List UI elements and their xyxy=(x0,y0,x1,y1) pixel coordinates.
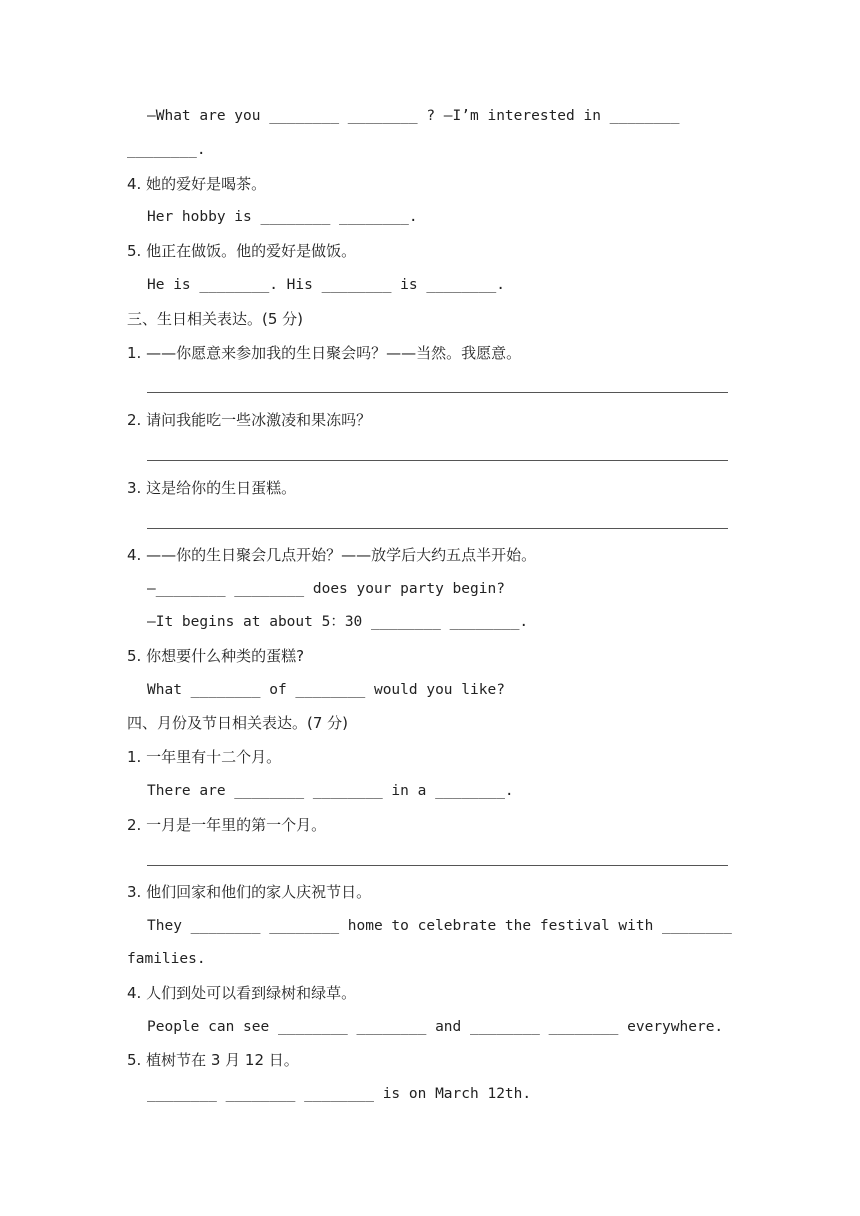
question-line: —What are you ________ ________ ? —I’m interested in ________ xyxy=(147,108,680,124)
question-prompt: 5. 植树节在 3 月 12 日。 xyxy=(127,1051,299,1069)
answer-line xyxy=(147,460,728,461)
answer-line xyxy=(147,392,728,393)
question-prompt: 1. ——你愿意来参加我的生日聚会吗？——当然。我愿意。 xyxy=(127,344,522,362)
question-prompt: 3. 这是给你的生日蛋糕。 xyxy=(127,479,297,497)
section-heading: 四、月份及节日相关表达。(7 分) xyxy=(127,714,349,732)
question-line: families. xyxy=(127,951,206,967)
question-prompt: 2. 请问我能吃一些冰激凌和果冻吗？ xyxy=(127,411,372,429)
question-prompt: 5. 他正在做饭。他的爱好是做饭。 xyxy=(127,242,357,260)
question-line: They ________ ________ home to celebrate the festival with ________ xyxy=(147,918,732,934)
question-prompt: 4. ——你的生日聚会几点开始？——放学后大约五点半开始。 xyxy=(127,546,537,564)
question-line: —It begins at about 5：30 ________ ________. xyxy=(147,614,529,630)
question-line: —________ ________ does your party begin? xyxy=(147,581,505,597)
question-prompt: 1. 一年里有十二个月。 xyxy=(127,748,282,766)
question-line: What ________ of ________ would you like? xyxy=(147,682,505,698)
question-prompt: 5. 你想要什么种类的蛋糕? xyxy=(127,647,305,665)
answer-line xyxy=(147,528,728,529)
question-line: Her hobby is ________ ________. xyxy=(147,209,418,225)
question-line: ________. xyxy=(127,142,206,158)
question-prompt: 4. 人们到处可以看到绿树和绿草。 xyxy=(127,984,357,1002)
question-line: ________ ________ ________ is on March 12th. xyxy=(147,1086,532,1102)
section-heading: 三、生日相关表达。(5 分) xyxy=(127,310,304,328)
answer-line xyxy=(147,865,728,866)
question-line: People can see ________ ________ and ________ ________ everywhere. xyxy=(147,1019,724,1035)
question-line: There are ________ ________ in a ________. xyxy=(147,783,514,799)
question-line: He is ________. His ________ is ________. xyxy=(147,277,505,293)
question-prompt: 4. 她的爱好是喝茶。 xyxy=(127,175,267,193)
question-prompt: 3. 他们回家和他们的家人庆祝节日。 xyxy=(127,883,372,901)
question-prompt: 2. 一月是一年里的第一个月。 xyxy=(127,816,327,834)
